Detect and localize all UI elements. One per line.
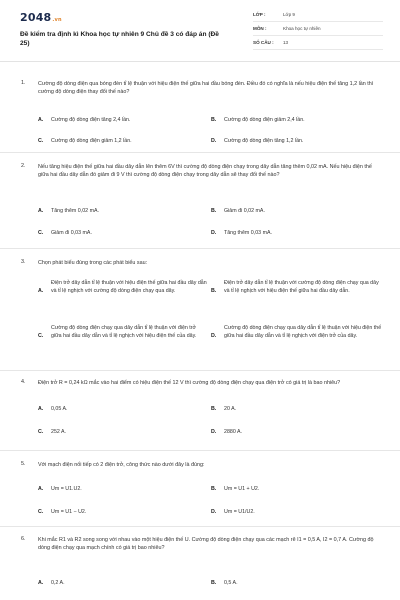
option-text: Cường độ dòng điện chạy qua dây dẫn tỉ lệ thuận với điện trở giữa hai đầu dây dẫn và tỉ lệ nghịch với hiệu điện thế của dây. xyxy=(51,325,197,339)
option-text: Cường độ dòng điện chạy qua dây dẫn tỉ lệ thuận với hiệu điện thế giữa hai đầu dây dẫn và tỉ lệ nghịch với điện trở của dây. xyxy=(224,325,382,339)
divider xyxy=(0,370,400,371)
option-letter: A. xyxy=(38,486,44,492)
page-title: Đề kiểm tra định kì Khoa học tự nhiên 9 Chủ đề 3 có đáp án (Đề 25) xyxy=(20,31,219,47)
option-letter: B. xyxy=(211,580,217,586)
option-letter: C. xyxy=(38,429,44,435)
option-text: 0,05 A. xyxy=(51,406,68,412)
page-header xyxy=(0,0,400,62)
option-letter: A. xyxy=(38,117,44,123)
question-number: 4. xyxy=(21,379,26,385)
question-text: Với mạch điện nối tiếp có 2 điện trở, công thức nào dưới đây là đúng: xyxy=(38,462,205,468)
option-text: Điện trở dây dẫn tỉ lệ thuận với cường độ dòng điện chạy qua dây và tỉ lệ nghịch với hiệu điện thế giữa hai đầu dây dẫn. xyxy=(224,280,379,294)
divider xyxy=(0,152,400,153)
question-number: 5. xyxy=(21,461,26,467)
question-number: 3. xyxy=(21,259,26,265)
question-text: Cường độ dòng điện qua bóng đèn tỉ lệ thuận với hiệu điện thế giữa hai đầu bóng đèn. Điều đó có nghĩa là nếu hiệu điện thế tăng 1,2 lần thì cường độ dòng điện thay đổi thế nào? xyxy=(38,81,374,96)
option-letter: C. xyxy=(38,333,44,339)
option-text: 2880 A. xyxy=(224,429,242,435)
logo-domain: .vn xyxy=(52,17,62,23)
question-text: Nếu tăng hiệu điện thế giữa hai đầu dây dẫn lên thêm 6V thì cường độ dòng điện chạy trong dây dẫn tăng thêm 0,02 mA. Nếu hiệu điện thế giữa hai đầu dây dẫn đó giảm đi 9 V thì cường độ dòng điện chạy trong dây dẫn sẽ thay đổi thế nào? xyxy=(38,164,372,179)
question-text: Khi mắc R1 và R2 song song với nhau vào một hiệu điện thế U. Cường độ dòng điện chạy qua các mạch rẽ I1 = 0,5 A, I2 = 0,7 A. Cường độ dòng điện chạy qua mạch chính có giá trị bao nhiêu? xyxy=(38,537,374,552)
logo-text: 2048 xyxy=(20,11,52,24)
option-letter: B. xyxy=(211,117,217,123)
option-text: 20 A. xyxy=(224,406,237,412)
option-text: Um = U1 − U2. xyxy=(51,509,87,515)
site-logo[interactable] xyxy=(20,11,62,24)
question-number: 1. xyxy=(21,80,26,86)
option-text: Cường độ dòng điện giảm 1,2 lần. xyxy=(51,138,132,144)
option-letter: D. xyxy=(211,138,217,144)
option-letter: D. xyxy=(211,509,217,515)
option-letter: D. xyxy=(211,429,217,435)
option-text: Cường độ dòng điện giảm 2,4 lần. xyxy=(224,117,305,123)
option-text: 0,2 A. xyxy=(51,580,65,586)
option-text: 0,5 A. xyxy=(224,580,238,586)
option-letter: C. xyxy=(38,509,44,515)
option-letter: B. xyxy=(211,288,217,294)
option-letter: B. xyxy=(211,406,217,412)
option-letter: B. xyxy=(211,486,217,492)
option-text: Giảm đi 0,02 mA. xyxy=(224,208,265,214)
option-text: Um = U1/U2. xyxy=(224,509,255,515)
option-letter: C. xyxy=(38,230,44,236)
option-letter: A. xyxy=(38,406,44,412)
meta-key: LỚP : xyxy=(253,12,266,17)
divider xyxy=(0,526,400,527)
option-text: Cường độ dòng điện tăng 1,2 lần. xyxy=(224,138,304,144)
meta-row-class xyxy=(253,8,383,22)
divider xyxy=(0,248,400,249)
option-letter: D. xyxy=(211,333,217,339)
question-number: 2. xyxy=(21,163,26,169)
option-letter: D. xyxy=(211,230,217,236)
option-letter: A. xyxy=(38,288,44,294)
meta-row-subject xyxy=(253,22,383,36)
meta-key: MÔN : xyxy=(253,26,267,31)
option-text: Tăng thêm 0,02 mA. xyxy=(51,208,99,214)
option-text: Cường độ dòng điện tăng 2,4 lần. xyxy=(51,117,131,123)
option-text: Um = U1.U2. xyxy=(51,486,82,492)
option-letter: B. xyxy=(211,208,217,214)
meta-value: 13 xyxy=(283,40,289,45)
option-letter: A. xyxy=(38,580,44,586)
option-letter: A. xyxy=(38,208,44,214)
meta-value: Lớp 9 xyxy=(283,12,295,17)
divider xyxy=(0,450,400,451)
option-text: Điện trở dây dẫn tỉ lệ thuận với hiệu điện thế giữa hai đầu dây dẫn và tỉ lệ nghịch với cường độ dòng điện chạy qua dây. xyxy=(51,280,207,294)
option-text: Tăng thêm 0,03 mA. xyxy=(224,230,272,236)
question-text: Chọn phát biểu đúng trong các phát biểu sau: xyxy=(38,260,148,266)
question-text: Điện trở R = 0,24 kΩ mắc vào hai điểm có hiệu điện thế 12 V thì cường độ dòng điện chạy qua điện trở có giá trị là bao nhiêu? xyxy=(38,380,341,386)
option-text: Giảm đi 0,03 mA. xyxy=(51,230,92,236)
meta-key: SỐ CÂU : xyxy=(253,40,274,45)
meta-row-count xyxy=(253,36,383,50)
option-letter: C. xyxy=(38,138,44,144)
meta-table xyxy=(253,8,383,50)
option-text: Um = U1 + U2. xyxy=(224,486,260,492)
question-number: 6. xyxy=(21,536,26,542)
meta-value: Khoa học tự nhiên xyxy=(283,26,321,31)
option-text: 252 A. xyxy=(51,429,67,435)
